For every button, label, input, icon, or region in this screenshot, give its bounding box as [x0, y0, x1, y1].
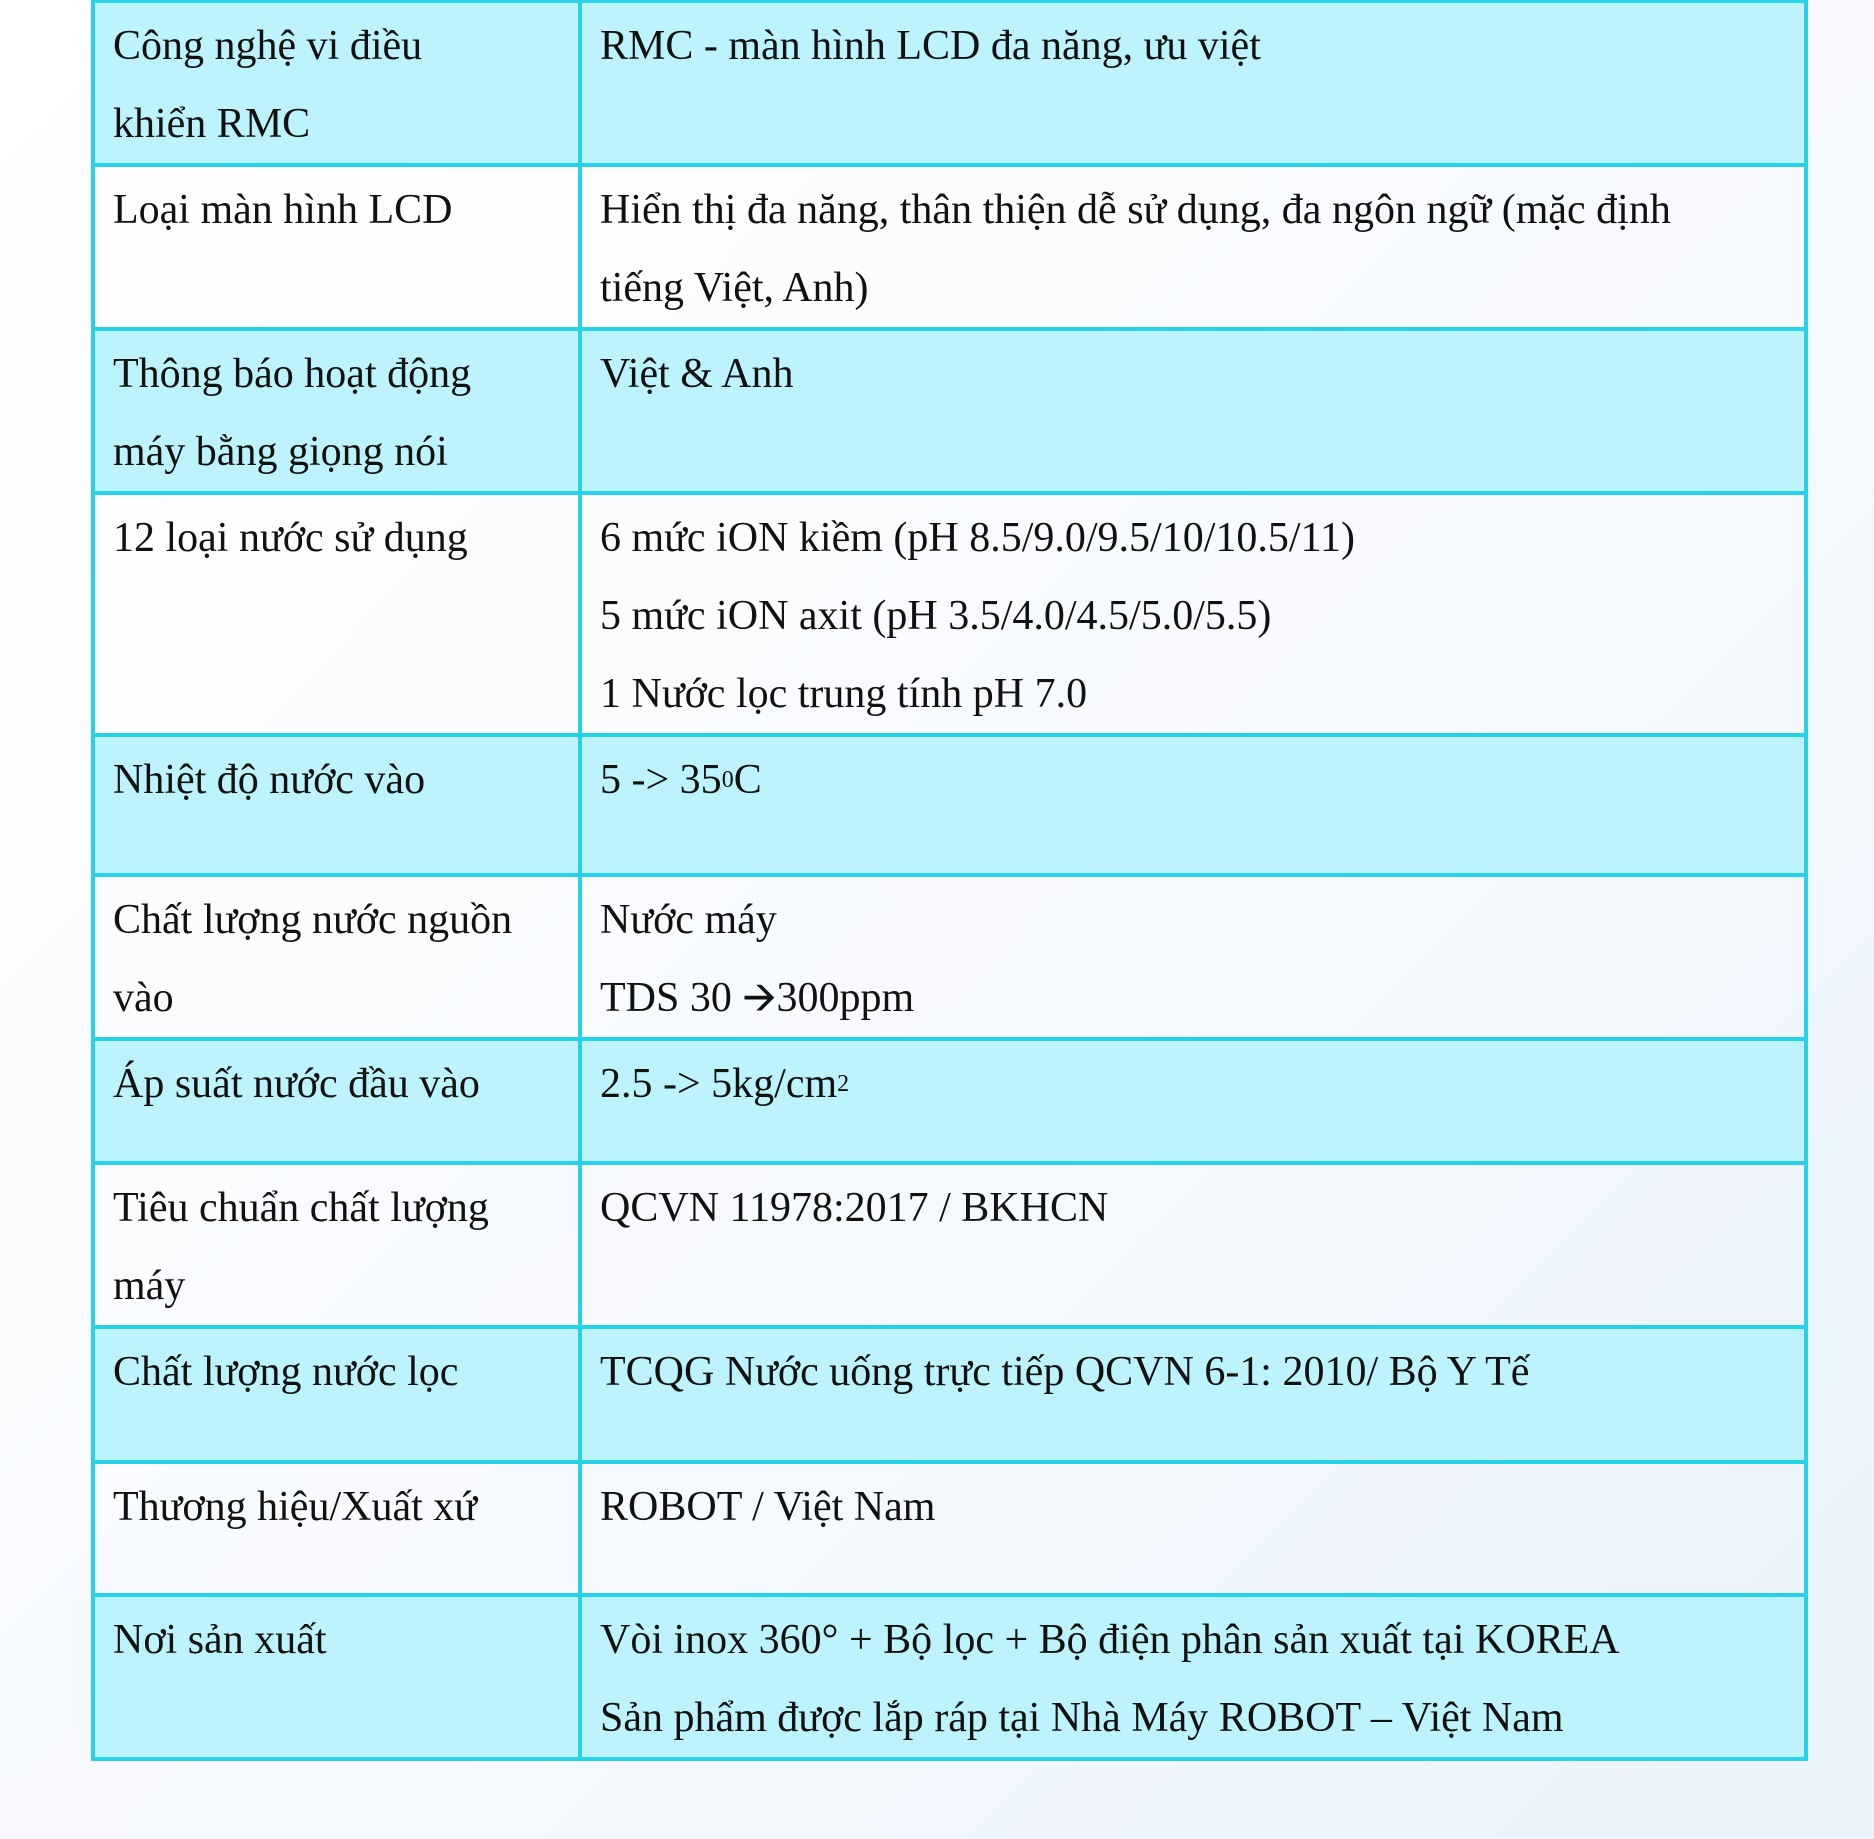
product-spec-table — [91, 0, 1808, 1761]
spec-row-filtered-water-quality — [93, 1327, 1806, 1462]
spec-label: Áp suất nước đầu vào — [93, 1039, 580, 1163]
spec-label: Thương hiệu/Xuất xứ — [93, 1462, 580, 1595]
spec-value: $2.5 -> 5kg/cm^2$ — [580, 1039, 1806, 1163]
spec-value: Nước máy TDS 30 🡪300ppm — [580, 875, 1806, 1039]
spec-row-manufacturing-place — [93, 1595, 1806, 1759]
spec-label: Nhiệt độ nước vào — [93, 735, 580, 875]
spec-label: Công nghệ vi điều khiển RMC — [93, 2, 580, 166]
spec-label: Tiêu chuẩn chất lượng máy — [93, 1163, 580, 1327]
spec-row-inlet-temperature — [93, 735, 1806, 875]
spec-label: Chất lượng nước nguồn vào — [93, 875, 580, 1039]
spec-value: Vòi inox 360° + Bộ lọc + Bộ điện phân sản xuất tại KOREA Sản phẩm được lắp ráp tại Nhà Máy ROBOT – Việt Nam — [580, 1595, 1806, 1759]
spec-value: RMC - màn hình LCD đa năng, ưu việt — [580, 2, 1806, 166]
spec-label: Chất lượng nước lọc — [93, 1327, 580, 1462]
spec-row-water-types — [93, 493, 1806, 735]
spec-row-quality-standard — [93, 1163, 1806, 1327]
spec-label: 12 loại nước sử dụng — [93, 493, 580, 735]
spec-row-lcd-type — [93, 165, 1806, 329]
spec-row-inlet-pressure — [93, 1039, 1806, 1163]
spec-value: TCQG Nước uống trực tiếp QCVN 6-1: 2010/ Bộ Y Tế — [580, 1327, 1806, 1462]
spec-value: $5 -> 35^0C$ — [580, 735, 1806, 875]
spec-label: Loại màn hình LCD — [93, 165, 580, 329]
spec-value: Việt & Anh — [580, 329, 1806, 493]
spec-row-source-water-quality — [93, 875, 1806, 1039]
spec-value: ROBOT / Việt Nam — [580, 1462, 1806, 1595]
spec-value: 6 mức iON kiềm (pH 8.5/9.0/9.5/10/10.5/11) 5 mức iON axit (pH 3.5/4.0/4.5/5.0/5.5) 1 Nước lọc trung tính pH 7.0 — [580, 493, 1806, 735]
spec-value: QCVN 11978:2017 / BKHCN — [580, 1163, 1806, 1327]
spec-value: Hiển thị đa năng, thân thiện dễ sử dụng, đa ngôn ngữ (mặc định tiếng Việt, Anh) — [580, 165, 1806, 329]
spec-row-brand-origin — [93, 1462, 1806, 1595]
spec-label: Thông báo hoạt động máy bằng giọng nói — [93, 329, 580, 493]
spec-label: Nơi sản xuất — [93, 1595, 580, 1759]
spec-row-voice-notice — [93, 329, 1806, 493]
spec-row-controller — [93, 2, 1806, 166]
